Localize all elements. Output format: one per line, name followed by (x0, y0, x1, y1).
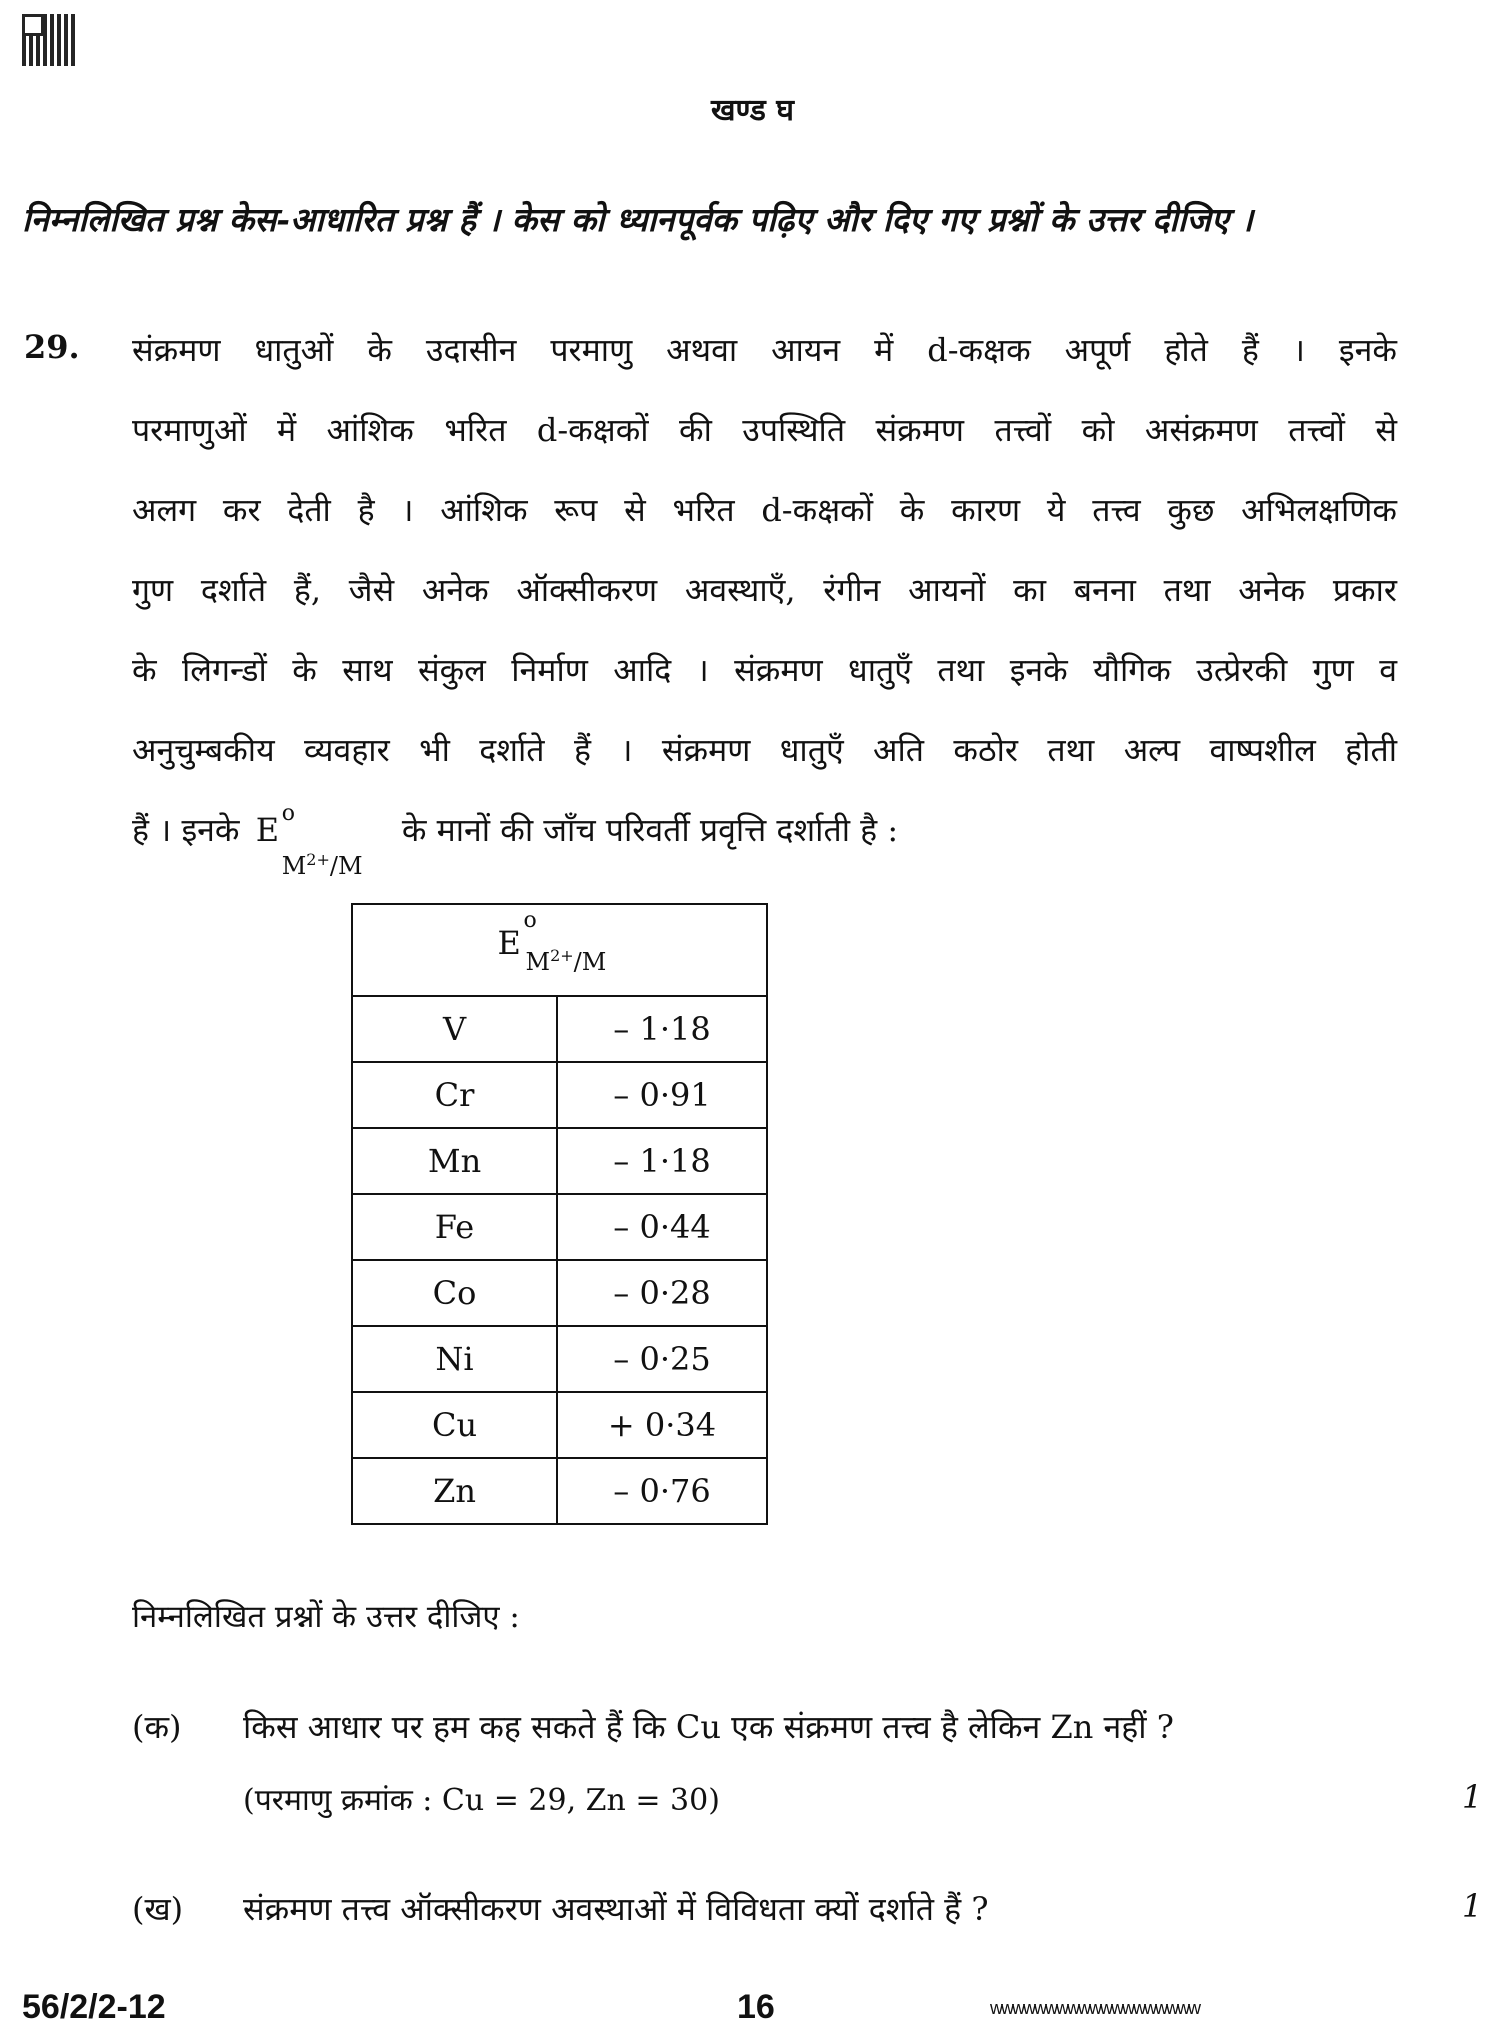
instruction: निम्नलिखित प्रश्न केस-आधारित प्रश्न हैं । केस को ध्यानपूर्वक पढ़िए और दिए गए प्रश्नों के उत्तर दीजिए । (22, 200, 1254, 239)
electrode-potential-formula: E o $M^{2+}/M$ (255, 801, 363, 880)
part-b-text: संक्रमण तत्त्व ऑक्सीकरण अवस्थाओं में विविधता क्यों दर्शाते हैं ? (243, 1890, 989, 1928)
paragraph-line: संक्रमण धातुओं के उदासीन परमाणु अथवा आयन में d-कक्षक अपूर्ण होते हैं । इनके (132, 331, 1397, 369)
wave-line: wwwwwwwwwwwwwwwwwww (990, 1998, 1199, 2018)
table-row (352, 1062, 767, 1128)
question-number: 29. (24, 328, 80, 366)
table-row (352, 1128, 767, 1194)
table-header-formula: E o $M^{2+}/M$ (497, 908, 607, 976)
answer-prompt: निम्नलिखित प्रश्नों के उत्तर दीजिए : (132, 1599, 520, 1635)
page-number: 16 (737, 1988, 775, 2026)
part-a-note: (परमाणु क्रमांक : Cu = 29, Zn = 30) (243, 1783, 720, 1818)
section-heading: खण्ड घ (710, 93, 794, 128)
table-row (352, 1392, 767, 1458)
paragraph-line: गुण दर्शाते हैं, जैसे अनेक ऑक्सीकरण अवस्थाएँ, रंगीन आयनों का बनना तथा अनेक प्रकार (132, 571, 1397, 609)
potential-cell: – 0·44 (557, 1194, 767, 1260)
element-cell: Cr (352, 1062, 557, 1128)
potential-cell: + 0·34 (557, 1392, 767, 1458)
element-cell: Cu (352, 1392, 557, 1458)
paragraph-line: परमाणुओं में आंशिक भरित d-कक्षकों की उपस्थिति संक्रमण तत्त्वों को असंक्रमण तत्त्वों से (132, 411, 1397, 449)
table-row (352, 1326, 767, 1392)
table-header (352, 904, 767, 996)
element-cell: Ni (352, 1326, 557, 1392)
table-row (352, 1260, 767, 1326)
potential-cell: – 1·18 (557, 1128, 767, 1194)
part-a-text: किस आधार पर हम कह सकते हैं कि Cu एक संक्रमण तत्त्व है लेकिन Zn नहीं ? (243, 1708, 1174, 1746)
last-line-suffix: के मानों की जाँच परिवर्ती प्रवृत्ति दर्शाती है : (401, 811, 899, 849)
last-line-prefix: हैं । इनके (132, 811, 240, 849)
paragraph-line: अनुचुम्बकीय व्यवहार भी दर्शाते हैं । संक्रमण धातुएँ अति कठोर तथा अल्प वाष्पशील होती (132, 731, 1397, 769)
element-cell: Mn (352, 1128, 557, 1194)
potential-cell: – 0·91 (557, 1062, 767, 1128)
potential-cell: – 0·28 (557, 1260, 767, 1326)
question-paragraph (132, 322, 1397, 882)
part-b-marks: 1 (1462, 1887, 1483, 1925)
paper-code: 56/2/2-12 (22, 1988, 166, 2026)
table-row (352, 1194, 767, 1260)
paragraph-line: के लिगन्डों के साथ संकुल निर्माण आदि । संक्रमण धातुएँ तथा इनके यौगिक उत्प्रेरकी गुण व (132, 651, 1397, 689)
qr-code (22, 14, 76, 66)
potential-cell: – 1·18 (557, 996, 767, 1062)
part-b-label: (ख) (132, 1890, 184, 1928)
potential-cell: – 0·76 (557, 1458, 767, 1524)
part-a-label: (क) (132, 1708, 182, 1746)
element-cell: Co (352, 1260, 557, 1326)
table-row (352, 1458, 767, 1524)
element-cell: V (352, 996, 557, 1062)
potential-cell: – 0·25 (557, 1326, 767, 1392)
paragraph-line: अलग कर देती है । आंशिक रूप से भरित d-कक्षकों के कारण ये तत्त्व कुछ अभिलक्षणिक (132, 491, 1397, 529)
paragraph-line (132, 802, 1397, 882)
element-cell: Fe (352, 1194, 557, 1260)
element-cell: Zn (352, 1458, 557, 1524)
table-row (352, 996, 767, 1062)
electrode-potential-table (351, 903, 768, 1525)
part-a-marks: 1 (1462, 1778, 1483, 1816)
